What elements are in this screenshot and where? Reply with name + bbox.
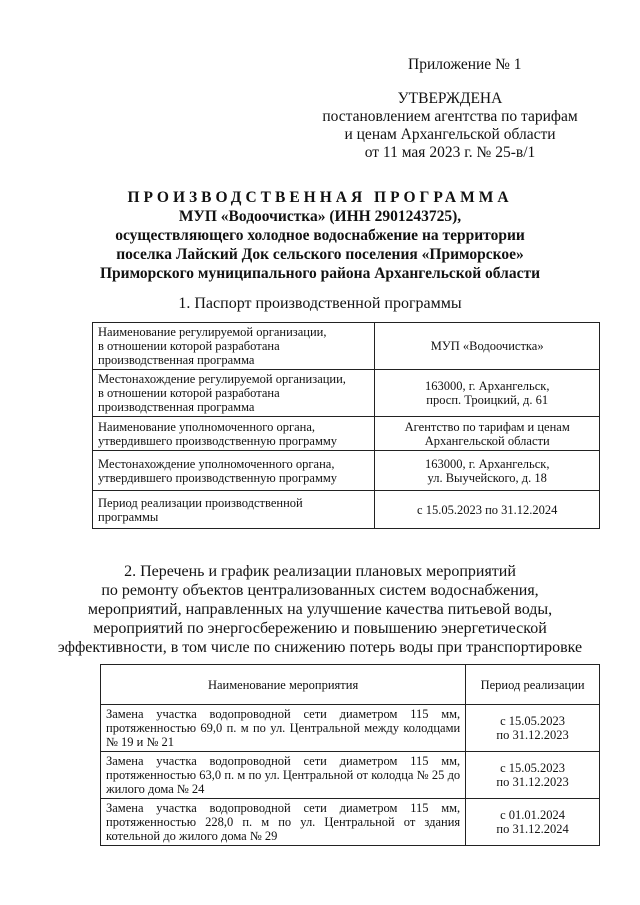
passport-value-line: Агентство по тарифам и ценам (404, 419, 570, 434)
passport-label (93, 370, 375, 417)
section2-heading-line: мероприятий, направленных на улучшение качества питьевой воды, (87, 601, 553, 618)
passport-label (93, 323, 375, 370)
passport-label-line: Период реализации производственной (98, 495, 303, 510)
passport-value (375, 451, 600, 491)
section2-heading-line: мероприятий по энергосбережению и повышению энергетической (93, 620, 547, 637)
passport-row (93, 370, 600, 417)
appendix-label: Приложение № 1 (408, 56, 522, 73)
decree-line-2: и ценам Архангельской области (344, 126, 556, 143)
passport-label-line: Местонахождение регулируемой организации, (98, 372, 346, 386)
passport-label-line: утвердившего производственную программу (98, 433, 338, 448)
passport-label-line: в отношении которой разработана (98, 386, 280, 400)
approval-block (300, 90, 600, 162)
passport-value-line: с 15.05.2023 по 31.12.2024 (417, 502, 558, 517)
measure-description: Замена участка водопроводной сети диаметром 115 мм, протяженностью 63,0 п. м по ул. Центральной от колодца № 25 до жилого дома № 24 (101, 752, 466, 799)
section2-heading-line: 2. Перечень и график реализации плановых мероприятий (124, 563, 516, 580)
col-header-period: Период реализации (466, 665, 600, 705)
decree-line-1: постановлением агентства по тарифам (322, 108, 578, 125)
section2-heading (40, 562, 600, 657)
measure-description: Замена участка водопроводной сети диаметром 115 мм, протяженностью 228,0 п. м по ул. Центральной от здания котельной до жилого дома № 29 (101, 799, 466, 846)
title-line-1: ПРОИЗВОДСТВЕННАЯ ПРОГРАММА (127, 189, 513, 206)
col-header-measure: Наименование мероприятия (101, 665, 466, 705)
measure-row (101, 705, 600, 752)
measure-period-line: по 31.12.2024 (496, 822, 569, 836)
passport-label (93, 451, 375, 491)
passport-label-line: Местонахождение уполномоченного органа, (98, 456, 335, 471)
passport-value-line: МУП «Водоочистка» (430, 339, 544, 353)
passport-table (92, 322, 600, 529)
measure-period-line: по 31.12.2023 (496, 775, 569, 789)
section2-heading-line: по ремонту объектов централизованных систем водоснабжения, (101, 582, 539, 599)
measure-row (101, 799, 600, 846)
passport-value (375, 370, 600, 417)
decree-line-3: от 11 мая 2023 г. № 25-в/1 (364, 144, 536, 161)
passport-row (93, 417, 600, 451)
passport-value-line: Архангельской области (424, 433, 550, 448)
section2-heading-line: эффективности, в том числе по снижению потерь воды при транспортировке (57, 639, 583, 656)
measure-period (466, 799, 600, 846)
title-line-5: Приморского муниципального района Архангельской области (99, 265, 541, 282)
title-line-2: МУП «Водоочистка» (ИНН 2901243725), (178, 208, 462, 225)
passport-label (93, 417, 375, 451)
passport-label-line: в отношении которой разработана (98, 339, 280, 353)
approved-heading: УТВЕРЖДЕНА (397, 90, 503, 107)
passport-row (93, 451, 600, 491)
measure-period-line: с 15.05.2023 (500, 761, 566, 775)
passport-value-line: 163000, г. Архангельск, (424, 456, 550, 471)
measure-description: Замена участка водопроводной сети диаметром 115 мм, протяженностью 69,0 п. м по ул. Центральной между колодцами № 19 и № 21 (101, 705, 466, 752)
passport-label (93, 491, 375, 529)
passport-label-line: программы (98, 509, 159, 524)
title-line-3: осуществляющего холодное водоснабжение на территории (115, 227, 525, 244)
passport-value (375, 491, 600, 529)
measure-period-line: с 01.01.2024 (500, 808, 566, 822)
passport-label-line: утвердившего производственную программу (98, 470, 338, 485)
passport-label-line: Наименование уполномоченного органа, (98, 419, 315, 434)
title-line-4: поселка Лайский Док сельского поселения «Приморское» (116, 246, 524, 263)
measure-row (101, 752, 600, 799)
measures-header-row (101, 665, 600, 705)
measure-period-line: с 15.05.2023 (500, 714, 566, 728)
passport-value (375, 417, 600, 451)
passport-label-line: Наименование регулируемой организации, (98, 325, 327, 339)
section1-heading: 1. Паспорт производственной программы (178, 295, 462, 312)
measure-period (466, 752, 600, 799)
passport-row (93, 491, 600, 529)
passport-label-line: производственная программа (98, 353, 255, 367)
document-title (40, 188, 600, 283)
passport-value-line: просп. Троицкий, д. 61 (426, 393, 549, 407)
passport-value-line: 163000, г. Архангельск, (424, 379, 550, 393)
passport-value-line: ул. Выучейского, д. 18 (427, 470, 547, 485)
passport-label-line: производственная программа (98, 400, 255, 414)
passport-value (375, 323, 600, 370)
measures-table (100, 664, 600, 846)
passport-row (93, 323, 600, 370)
measure-period-line: по 31.12.2023 (496, 728, 569, 742)
measure-period (466, 705, 600, 752)
